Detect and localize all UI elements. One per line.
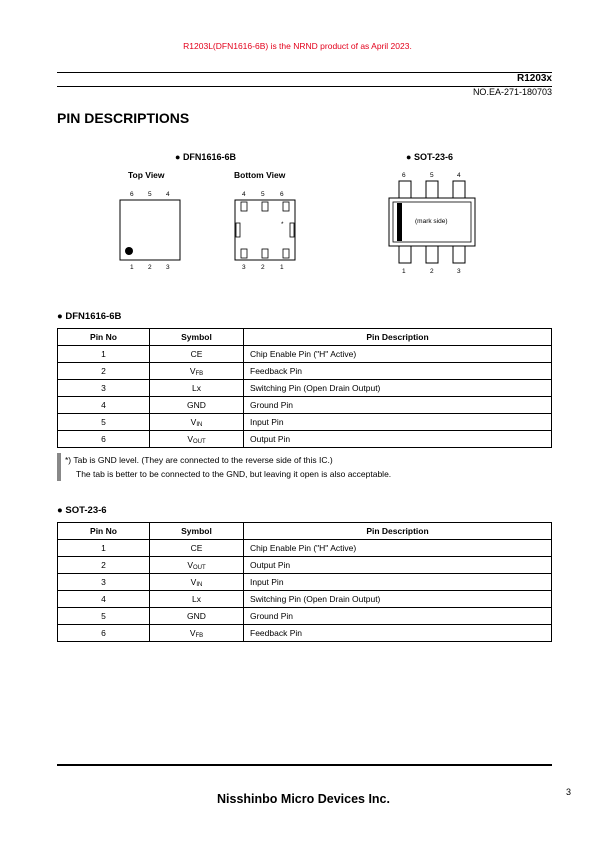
symbol-main: GND	[187, 611, 206, 621]
dfn-package-diagram	[110, 185, 310, 275]
sot-pin-label: 2	[430, 268, 434, 275]
symbol-subscript: OUT	[193, 564, 206, 571]
col-header-description: Pin Description	[244, 329, 552, 346]
note-line-1: *) Tab is GND level. (They are connected to the reverse side of this IC.)	[65, 455, 333, 465]
pin-symbol	[150, 346, 244, 363]
mark-side-label: (mark side)	[415, 218, 448, 225]
symbol-subscript: FB	[195, 632, 204, 639]
col-header-description: Pin Description	[244, 523, 552, 540]
pin-description: Chip Enable Pin ("H" Active)	[244, 540, 552, 557]
dfn-top-pin-label: 3	[166, 264, 170, 271]
pin-description: Ground Pin	[244, 608, 552, 625]
pin-symbol	[150, 414, 244, 431]
symbol-main: V	[187, 433, 193, 444]
table-row	[58, 414, 552, 431]
symbol-main: Lx	[192, 383, 201, 393]
sot-lead	[453, 246, 465, 263]
pin-description: Input Pin	[244, 574, 552, 591]
sot-table-title: ● SOT-23-6	[57, 505, 107, 516]
pin-symbol	[150, 380, 244, 397]
dfn-table-title: ● DFN1616-6B	[57, 311, 122, 322]
table-row	[58, 431, 552, 448]
pin-number: 3	[58, 574, 150, 591]
header-rule	[57, 72, 552, 73]
table-row	[58, 625, 552, 642]
tab-note	[57, 453, 552, 481]
pin-symbol	[150, 363, 244, 380]
symbol-subscript: OUT	[193, 438, 206, 445]
sot-pin-label: 3	[457, 268, 461, 275]
symbol-main: V	[189, 365, 196, 376]
dfn-bottom-pad	[262, 202, 268, 211]
dfn-bottom-pin-label: 6	[280, 191, 284, 198]
pin-description: Switching Pin (Open Drain Output)	[244, 380, 552, 397]
doc-number: NO.EA-271-180703	[472, 87, 552, 97]
sot-pin-table	[57, 522, 552, 642]
top-view-label: Top View	[128, 170, 165, 180]
table-row	[58, 574, 552, 591]
dfn-top-pin-label: 4	[166, 191, 170, 198]
symbol-main: CE	[190, 349, 203, 359]
pin-symbol	[150, 574, 244, 591]
pin-number: 1	[58, 346, 150, 363]
col-header-pin-no: Pin No	[58, 523, 150, 540]
sot-pin-label: 5	[430, 172, 434, 179]
dfn-top-pin-label: 6	[130, 191, 134, 198]
pin-number: 5	[58, 414, 150, 431]
dfn-bottom-pad	[241, 202, 247, 211]
pin-number: 3	[58, 380, 150, 397]
table-row	[58, 540, 552, 557]
part-number: R1203x	[516, 73, 552, 84]
pin-description: Feedback Pin	[244, 363, 552, 380]
pin-symbol	[150, 557, 244, 574]
pin-symbol	[150, 591, 244, 608]
dfn-bottom-pin-label: 4	[242, 191, 246, 198]
table-row	[58, 557, 552, 574]
col-header-pin-no: Pin No	[58, 329, 150, 346]
symbol-main: V	[190, 416, 197, 427]
pin-description: Switching Pin (Open Drain Output)	[244, 591, 552, 608]
symbol-main: Lx	[192, 594, 201, 604]
dfn-bottom-pad	[262, 249, 268, 258]
dfn-bottom-pin-label: 3	[242, 264, 246, 271]
table-row	[58, 363, 552, 380]
pin-number: 6	[58, 431, 150, 448]
nrnd-notice: R1203L(DFN1616-6B) is the NRND product of as April 2023.	[183, 41, 412, 51]
sot-diagram-title: ● SOT-23-6	[406, 152, 453, 162]
sot-lead	[399, 181, 411, 198]
dfn-top-pin-label: 5	[148, 191, 152, 198]
table-header-row	[58, 329, 552, 346]
dfn-top-pin-label: 2	[148, 264, 152, 271]
symbol-subscript: FB	[195, 370, 204, 377]
dfn-bottom-side-tab	[236, 223, 240, 237]
pin-number: 6	[58, 625, 150, 642]
pin-symbol	[150, 625, 244, 642]
table-row	[58, 591, 552, 608]
note-line-2: The tab is better to be connected to the GND, but leaving it open is also acceptable.	[76, 469, 392, 479]
sot-lead	[426, 246, 438, 263]
sot-lead	[399, 246, 411, 263]
sot-lead	[426, 181, 438, 198]
pin-description: Output Pin	[244, 431, 552, 448]
sot-pin-label: 6	[402, 172, 406, 179]
dfn-diagram-title: ● DFN1616-6B	[175, 152, 236, 162]
col-header-symbol: Symbol	[150, 523, 244, 540]
dfn-bottom-pad	[283, 202, 289, 211]
dfn-bottom-side-tab	[290, 223, 294, 237]
pin-description: Input Pin	[244, 414, 552, 431]
company-name: Nisshinbo Micro Devices Inc.	[217, 792, 390, 806]
sot-pin-label: 1	[402, 268, 406, 275]
dfn-bottom-pad	[283, 249, 289, 258]
pin-symbol	[150, 540, 244, 557]
sot-pin-label: 4	[457, 172, 461, 179]
table-row	[58, 397, 552, 414]
pin-number: 2	[58, 557, 150, 574]
symbol-main: V	[189, 627, 196, 638]
footer-rule	[57, 764, 552, 766]
dfn-bottom-pad	[241, 249, 247, 258]
table-row	[58, 380, 552, 397]
page-number: 3	[565, 787, 571, 797]
symbol-main: V	[187, 559, 193, 570]
symbol-subscript: IN	[196, 581, 203, 588]
dfn-top-pin-label: 1	[130, 264, 134, 271]
pin-number: 4	[58, 397, 150, 414]
pin-number: 2	[58, 363, 150, 380]
symbol-main: V	[190, 576, 197, 587]
section-title: PIN DESCRIPTIONS	[57, 110, 190, 126]
table-row	[58, 346, 552, 363]
pin-description: Chip Enable Pin ("H" Active)	[244, 346, 552, 363]
col-header-symbol: Symbol	[150, 329, 244, 346]
dfn-bottom-pin-label: 5	[261, 191, 265, 198]
symbol-main: CE	[190, 543, 203, 553]
pin-number: 4	[58, 591, 150, 608]
pin-description: Output Pin	[244, 557, 552, 574]
pin-symbol	[150, 397, 244, 414]
pin-number: 5	[58, 608, 150, 625]
symbol-subscript: IN	[196, 421, 203, 428]
pin-symbol	[150, 431, 244, 448]
pin-description: Feedback Pin	[244, 625, 552, 642]
symbol-main: GND	[187, 400, 206, 410]
dfn-bottom-pin-label: 2	[261, 264, 265, 271]
table-row	[58, 608, 552, 625]
bottom-view-label: Bottom View	[234, 170, 286, 180]
tab-asterisk: *	[281, 221, 284, 228]
pin-number: 1	[58, 540, 150, 557]
table-header-row	[58, 523, 552, 540]
dfn-bottom-pin-label: 1	[280, 264, 284, 271]
pin1-mark	[125, 247, 133, 255]
sot-mark-stripe	[397, 203, 402, 241]
sot-package-diagram	[385, 168, 485, 278]
sot-lead	[453, 181, 465, 198]
pin-symbol	[150, 608, 244, 625]
pin-description: Ground Pin	[244, 397, 552, 414]
dfn-pin-table	[57, 328, 552, 448]
